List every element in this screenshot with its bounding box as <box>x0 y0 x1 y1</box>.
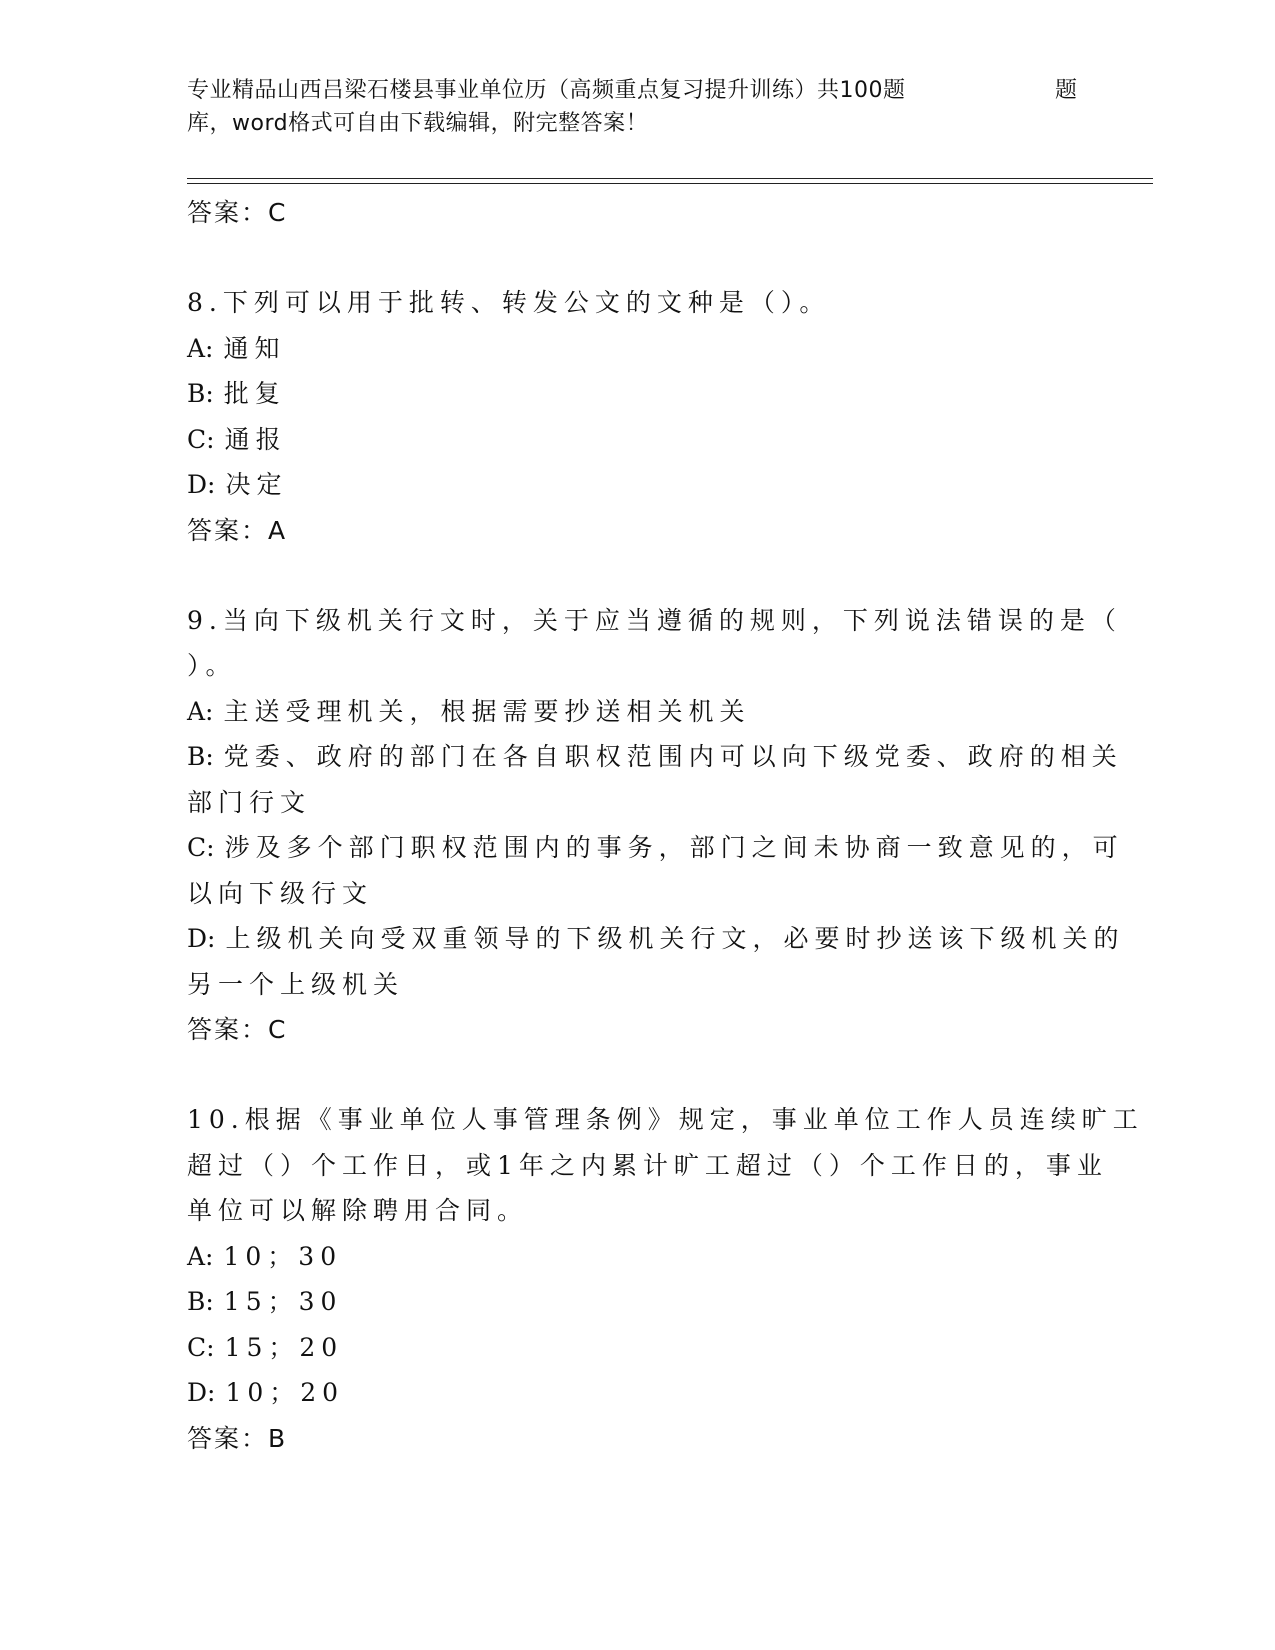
option-text: 决定 <box>225 470 288 499</box>
option-c <box>187 825 1124 871</box>
option-text: 通报 <box>224 424 287 454</box>
option-d-continued <box>187 962 1087 1008</box>
header-divider-top <box>187 178 1153 179</box>
question-stem-continued: 单位可以解除聘用合同。 <box>187 1196 529 1225</box>
option-letter: D: <box>187 1378 216 1407</box>
option-a <box>187 1234 1087 1280</box>
option-text: 涉及多个部门职权范围内的事务，部门之间未协商一致意见的，可 <box>224 833 1124 862</box>
question-8 <box>187 280 1087 553</box>
question-stem: 8.下列可以用于批转、转发公文的文种是（）。 <box>187 288 831 317</box>
header-line-2: 库，word格式可自由下载编辑，附完整答案！ <box>187 111 649 136</box>
option-letter: B: <box>187 1287 214 1316</box>
header-line-1 <box>187 74 1087 107</box>
option-d <box>187 1370 1087 1416</box>
spacer <box>187 235 1087 280</box>
option-letter: D: <box>187 924 216 953</box>
option-text: 以向下级行文 <box>187 878 374 908</box>
option-letter: A: <box>187 1241 214 1271</box>
question-stem: 9.当向下级机关行文时，关于应当遵循的规则，下列说法错误的是（ <box>187 605 1122 635</box>
option-a <box>187 689 1087 735</box>
option-letter: D: <box>187 470 216 499</box>
option-c <box>187 1325 1087 1371</box>
option-text: 主送受理机关，根据需要抄送相关机关 <box>223 696 751 726</box>
option-b <box>187 734 1123 780</box>
option-b <box>187 1279 1087 1325</box>
option-letter: A: <box>187 333 214 363</box>
option-letter: C: <box>187 833 215 862</box>
answer-line: 答案：B <box>187 1423 288 1453</box>
option-c <box>187 417 1087 463</box>
option-text: 15；20 <box>224 1332 344 1362</box>
option-c-continued <box>187 871 1087 917</box>
option-d <box>187 462 1087 508</box>
option-letter: B: <box>187 379 214 408</box>
option-d <box>187 916 1125 962</box>
option-a <box>187 326 1087 372</box>
answer-line: 答案：C <box>187 1015 288 1044</box>
option-b-continued <box>187 780 1087 826</box>
question-9 <box>187 598 1125 1053</box>
option-letter: A: <box>187 696 214 726</box>
question-stem-continued: ）。 <box>187 651 237 680</box>
option-letter: C: <box>187 424 215 454</box>
header-divider-bottom <box>187 183 1153 184</box>
header-title-tail: 题 <box>1055 78 1078 103</box>
answer-line: 答案：A <box>187 515 288 545</box>
header-title-text: 专业精品山西吕梁石楼县事业单位历（高频重点复习提升训练）共100题 <box>187 78 906 103</box>
document-header <box>187 74 1087 140</box>
spacer <box>187 553 1087 598</box>
option-b <box>187 371 1087 417</box>
question-list <box>187 190 1144 1461</box>
question-10 <box>187 1097 1144 1461</box>
spacer <box>187 1052 1087 1097</box>
option-text: 党委、政府的部门在各自职权范围内可以向下级党委、政府的相关 <box>223 742 1123 771</box>
question-stem-continued: 超过（）个工作日，或1年之内累计旷工超过（）个工作日的，事业 <box>187 1150 1108 1180</box>
option-text: 10；30 <box>223 1241 343 1271</box>
option-letter: C: <box>187 1332 215 1362</box>
option-text: 部门行文 <box>187 787 312 817</box>
option-letter: B: <box>187 742 214 771</box>
option-text: 上级机关向受双重领导的下级机关行文，必要时抄送该下级机关的 <box>225 924 1125 953</box>
question-stem: 10.根据《事业单位人事管理条例》规定，事业单位工作人员连续旷工 <box>187 1105 1144 1134</box>
answer-line: 答案：C <box>187 198 288 227</box>
option-text: 另一个上级机关 <box>187 969 405 999</box>
option-text: 15；30 <box>223 1287 343 1316</box>
option-text: 10；20 <box>225 1378 345 1407</box>
option-text: 通知 <box>223 333 286 363</box>
option-text: 批复 <box>223 379 286 408</box>
